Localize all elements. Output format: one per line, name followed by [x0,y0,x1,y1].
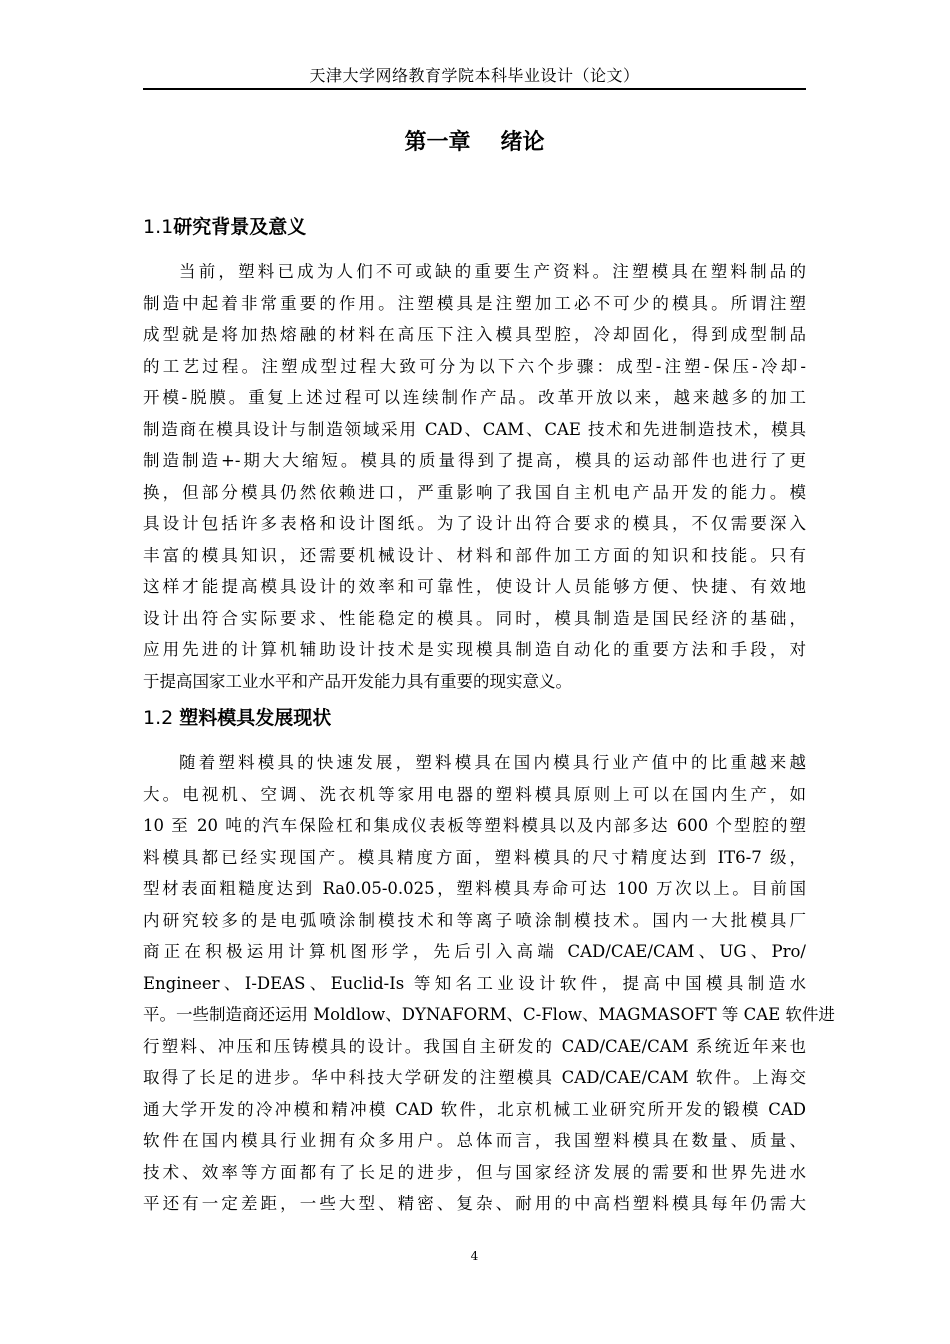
text-line: 料模具都已经实现国产。模具精度方面，塑料模具的尺寸精度达到 IT6-7 级， [143,847,806,867]
page-number: 4 [470,1249,479,1263]
text-line: 开模-脱膜。重复上述过程可以连续制作产品。改革开放以来，越来越多的加工 [143,388,806,407]
text-line: 行塑料、冲压和压铸模具的设计。我国自主研发的 CAD/CAE/CAM 系统近年来也 [143,1036,806,1056]
section-heading-1-2 [143,704,806,732]
section-1-2-body [143,747,835,1220]
text-line: 型材表面粗糙度达到 Ra0.05-0.025，塑料模具寿命可达 100 万次以上。目前国 [143,879,806,898]
chapter-title [143,128,806,158]
text-line: Engineer、I-DEAS、Euclid-Is 等知名工业设计软件，提高中国模具制造水 [143,973,806,993]
text-line: 大。电视机、空调、洗衣机等家用电器的塑料模具原则上可以在国内生产，如 [143,784,806,804]
text-line: 的工艺过程。注塑成型过程大致可分为以下六个步骤：成型-注塑-保压-冷却- [143,356,806,376]
text-line: 设计出符合实际要求、性能稳定的模具。同时，模具制造是国民经济的基础， [143,608,806,628]
text-line: 技术、效率等方面都有了长足的进步，但与国家经济发展的需要和世界先进水 [143,1162,806,1182]
section-number: 1.1 [143,216,174,238]
section-title: 研究背景及意义 [173,216,307,238]
text-line: 成型就是将加热熔融的材料在高压下注入模具型腔，冷却固化，得到成型制品 [143,325,806,344]
chapter-number: 第一章 [404,130,471,155]
section-number: 1.2 [143,707,174,729]
text-line: 制造制造+-期大大缩短。模具的质量得到了提高，模具的运动部件也进行了更 [143,451,806,470]
text-line: 换，但部分模具仍然依赖进口，严重影响了我国自主机电产品开发的能力。模 [143,482,806,502]
section-title: 塑料模具发展现状 [179,707,332,729]
section-1-1-body [143,256,806,697]
text-line: 平。一些制造商还运用 Moldlow、DYNAFORM、C-Flow、MAGMASOFT 等 CAE 软件进 [143,1005,835,1024]
text-line: 当前，塑料已成为人们不可或缺的重要生产资料。注塑模具在塑料制品的 [179,262,806,281]
text-line: 内研究较多的是电弧喷涂制模技术和等离子喷涂制模技术。国内一大批模具厂 [143,910,806,930]
text-line: 软件在国内模具行业拥有众多用户。总体而言，我国塑料模具在数量、质量、 [143,1131,806,1150]
text-line: 这样才能提高模具设计的效率和可靠性，使设计人员能够方便、快捷、有效地 [143,577,806,596]
text-line: 制造中起着非常重要的作用。注塑模具是注塑加工必不可少的模具。所谓注塑 [143,293,806,313]
text-line: 于提高国家工业水平和产品开发能力具有重要的现实意义。 [143,671,572,691]
text-line: 10 至 20 吨的汽车保险杠和集成仪表板等塑料模具以及内部多达 600 个型腔的塑 [143,816,806,835]
header-rule [143,88,806,90]
text-line: 商正在积极运用计算机图形学，先后引入高端 CAD/CAE/CAM、UG、Pro/ [143,942,806,961]
text-line: 具设计包括许多表格和设计图纸。为了设计出符合要求的模具，不仅需要深入 [143,514,806,533]
page-header: 天津大学网络教育学院本科毕业设计（论文） [309,66,640,85]
text-line: 取得了长足的进步。华中科技大学研发的注塑模具 CAD/CAE/CAM 软件。上海交 [143,1068,806,1087]
text-line: 丰富的模具知识，还需要机械设计、材料和部件加工方面的知识和技能。只有 [143,545,806,565]
text-line: 随着塑料模具的快速发展，塑料模具在国内模具行业产值中的比重越来越 [179,753,806,772]
chapter-name: 绪论 [500,130,545,155]
text-line: 应用先进的计算机辅助设计技术是实现模具制造自动化的重要方法和手段，对 [143,640,806,659]
text-line: 制造商在模具设计与制造领域采用 CAD、CAM、CAE 技术和先进制造技术，模具 [143,419,806,439]
section-heading-1-1 [143,213,806,241]
text-line: 通大学开发的冷冲模和精冲模 CAD 软件，北京机械工业研究所开发的锻模 CAD [143,1099,806,1119]
text-line: 平还有一定差距，一些大型、精密、复杂、耐用的中高档塑料模具每年仍需大 [143,1194,806,1213]
